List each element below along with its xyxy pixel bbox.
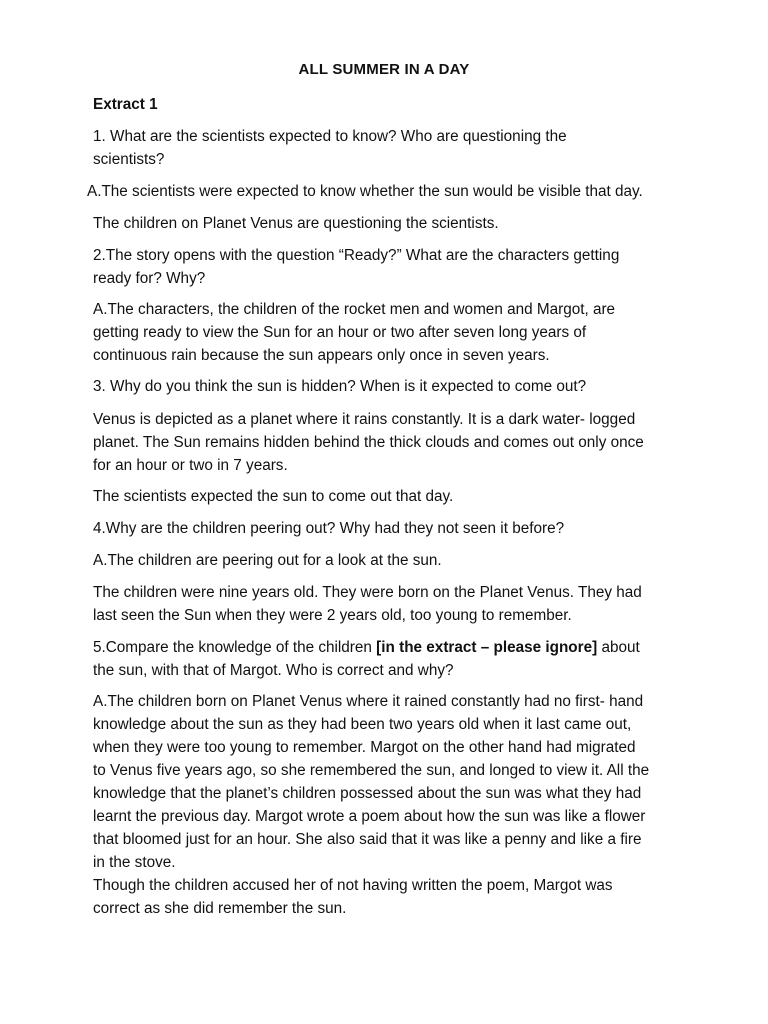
- question-1: [93, 125, 713, 171]
- answer-4-line: A.The children are peering out for a look at the sun.: [93, 552, 442, 569]
- answer-3-line: planet. The Sun remains hidden behind the thick clouds and comes out only once: [93, 434, 644, 451]
- question-5-text: 5.Compare the knowledge of the children: [93, 639, 377, 656]
- answer-1: [87, 180, 707, 203]
- question-2-line: 2.The story opens with the question “Ready?” What are the characters getting: [93, 247, 620, 264]
- answer-3: [93, 408, 713, 477]
- extract-heading: Extract 1: [93, 96, 158, 113]
- question-5-bold-note: [in the extract – please ignore]: [376, 639, 598, 656]
- answer-5-line: knowledge that the planet’s children possessed about the sun was what they had: [93, 785, 642, 802]
- question-4-line: 4.Why are the children peering out? Why had they not seen it before?: [93, 520, 565, 537]
- question-4: [93, 517, 713, 540]
- question-2: [93, 244, 713, 290]
- answer-4-continued-line: last seen the Sun when they were 2 years old, too young to remember.: [93, 607, 572, 624]
- answer-3-line: Venus is depicted as a planet where it rains constantly. It is a dark water- logged: [93, 411, 636, 428]
- question-5: [93, 636, 713, 682]
- answer-3-line: for an hour or two in 7 years.: [93, 457, 288, 474]
- question-2-line: ready for? Why?: [93, 270, 206, 287]
- question-5-line: the sun, with that of Margot. Who is correct and why?: [93, 662, 454, 679]
- question-1-line: scientists?: [93, 151, 165, 168]
- answer-2-line: getting ready to view the Sun for an hour or two after seven long years of: [93, 324, 587, 341]
- page-title: ALL SUMMER IN A DAY: [298, 61, 470, 78]
- answer-4: [93, 549, 713, 572]
- answer-2-line: A.The characters, the children of the rocket men and women and Margot, are: [93, 301, 616, 318]
- answer-1-line: A.The scientists were expected to know whether the sun would be visible that day.: [87, 183, 643, 200]
- question-5-text: about: [597, 639, 640, 656]
- answer-5-line: that bloomed just for an hour. She also said that it was like a penny and like a fire: [93, 831, 642, 848]
- answer-5-line: learnt the previous day. Margot wrote a poem about how the sun was like a flower: [93, 808, 646, 825]
- answer-5-line: correct as she did remember the sun.: [93, 900, 347, 917]
- answer-5-line: Though the children accused her of not having written the poem, Margot was: [93, 877, 613, 894]
- answer-1-continued: [93, 212, 713, 235]
- question-3-line: 3. Why do you think the sun is hidden? When is it expected to come out?: [93, 378, 587, 395]
- answer-2-line: continuous rain because the sun appears only once in seven years.: [93, 347, 550, 364]
- question-5-line: [93, 636, 713, 659]
- answer-3-continued-line: The scientists expected the sun to come out that day.: [93, 488, 454, 505]
- answer-1-continued-line: The children on Planet Venus are questioning the scientists.: [93, 215, 499, 232]
- answer-3-continued: [93, 485, 713, 508]
- answer-5-line: when they were too young to remember. Margot on the other hand had migrated: [93, 739, 636, 756]
- answer-4-continued-line: The children were nine years old. They were born on the Planet Venus. They had: [93, 584, 642, 601]
- answer-5-line: to Venus five years ago, so she remembered the sun, and longed to view it. All the: [93, 762, 650, 779]
- answer-2: [93, 298, 713, 367]
- answer-4-continued: [93, 581, 713, 627]
- answer-5-line: knowledge about the sun as they had been two years old when it last came out,: [93, 716, 632, 733]
- question-1-line: 1. What are the scientists expected to know? Who are questioning the: [93, 128, 567, 145]
- question-3: [93, 375, 713, 398]
- answer-5: [93, 690, 713, 920]
- answer-5-line: A.The children born on Planet Venus where it rained constantly had no first- hand: [93, 693, 644, 710]
- answer-5-line: in the stove.: [93, 854, 176, 871]
